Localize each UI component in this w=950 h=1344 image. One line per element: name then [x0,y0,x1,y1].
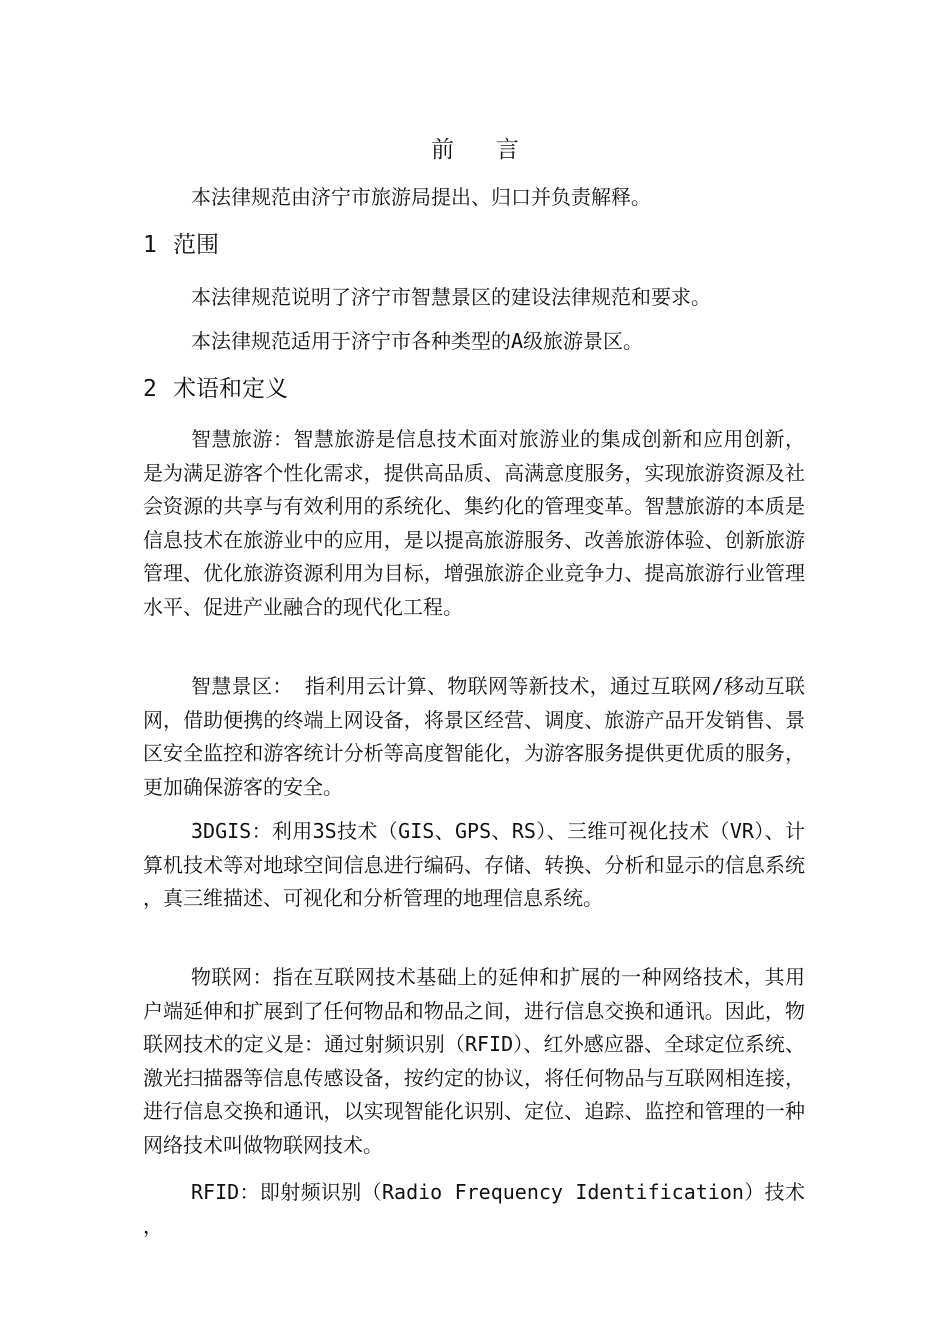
definition-smart-scenic-area: 智慧景区： 指利用云计算、物联网等新技术，通过互联网/移动互联网，借助便携的终端上网设备，将景区经营、调度、旅游产品开发销售、景区安全监控和游客统计分析等高度智能化，为游客服务提供更优质的服务，更加确保游客的安全。 [143,674,805,799]
page-title: 前 言 [431,137,533,163]
definition-3dgis: 3DGIS：利用3S技术（GIS、GPS、RS）、三维可视化技术（VR）、计算机技术等对地球空间信息进行编码、存储、转换、分析和显示的信息系统，真三维描述、可视化和分析管理的地理信息系统。 [143,819,805,911]
section-1-paragraph-2: 本法律规范适用于济宁市各种类型的A级旅游景区。 [191,329,644,353]
section-2-heading [143,374,288,404]
section-2-title: 术语和定义 [173,376,288,402]
definition-rfid: RFID：即射频识别（Radio Frequency Identification）技术， [143,1180,805,1238]
section-1-title: 范围 [173,232,219,258]
definition-iot: 物联网：指在互联网技术基础上的延伸和扩展的一种网络技术，其用户端延伸和扩展到了任何物品和物品之间，进行信息交换和通讯。因此，物联网技术的定义是：通过射频识别（RFID）、红外感应器、全球定位系统、激光扫描器等信息传感设备，按约定的协议，将任何物品与互联网相连接，进行信息交换和通讯，以实现智能化识别、定位、追踪、监控和管理的一种网络技术叫做物联网技术。 [143,965,805,1157]
definition-smart-tourism: 智慧旅游：智慧旅游是信息技术面对旅游业的集成创新和应用创新，是为满足游客个性化需求，提供高品质、高满意度服务，实现旅游资源及社会资源的共享与有效利用的系统化、集约化的管理变革。智慧旅游的本质是信息技术在旅游业中的应用，是以提高旅游服务、改善旅游体验、创新旅游管理、优化旅游资源利用为目标，增强旅游企业竞争力、提高旅游行业管理水平、促进产业融合的现代化工程。 [143,427,805,619]
section-1-heading [143,230,219,260]
preface-paragraph: 本法律规范由济宁市旅游局提出、归口并负责解释。 [191,185,651,209]
section-2-number: 2 [143,376,157,402]
section-1-number: 1 [143,232,157,258]
section-1-paragraph-1: 本法律规范说明了济宁市智慧景区的建设法律规范和要求。 [191,285,711,309]
